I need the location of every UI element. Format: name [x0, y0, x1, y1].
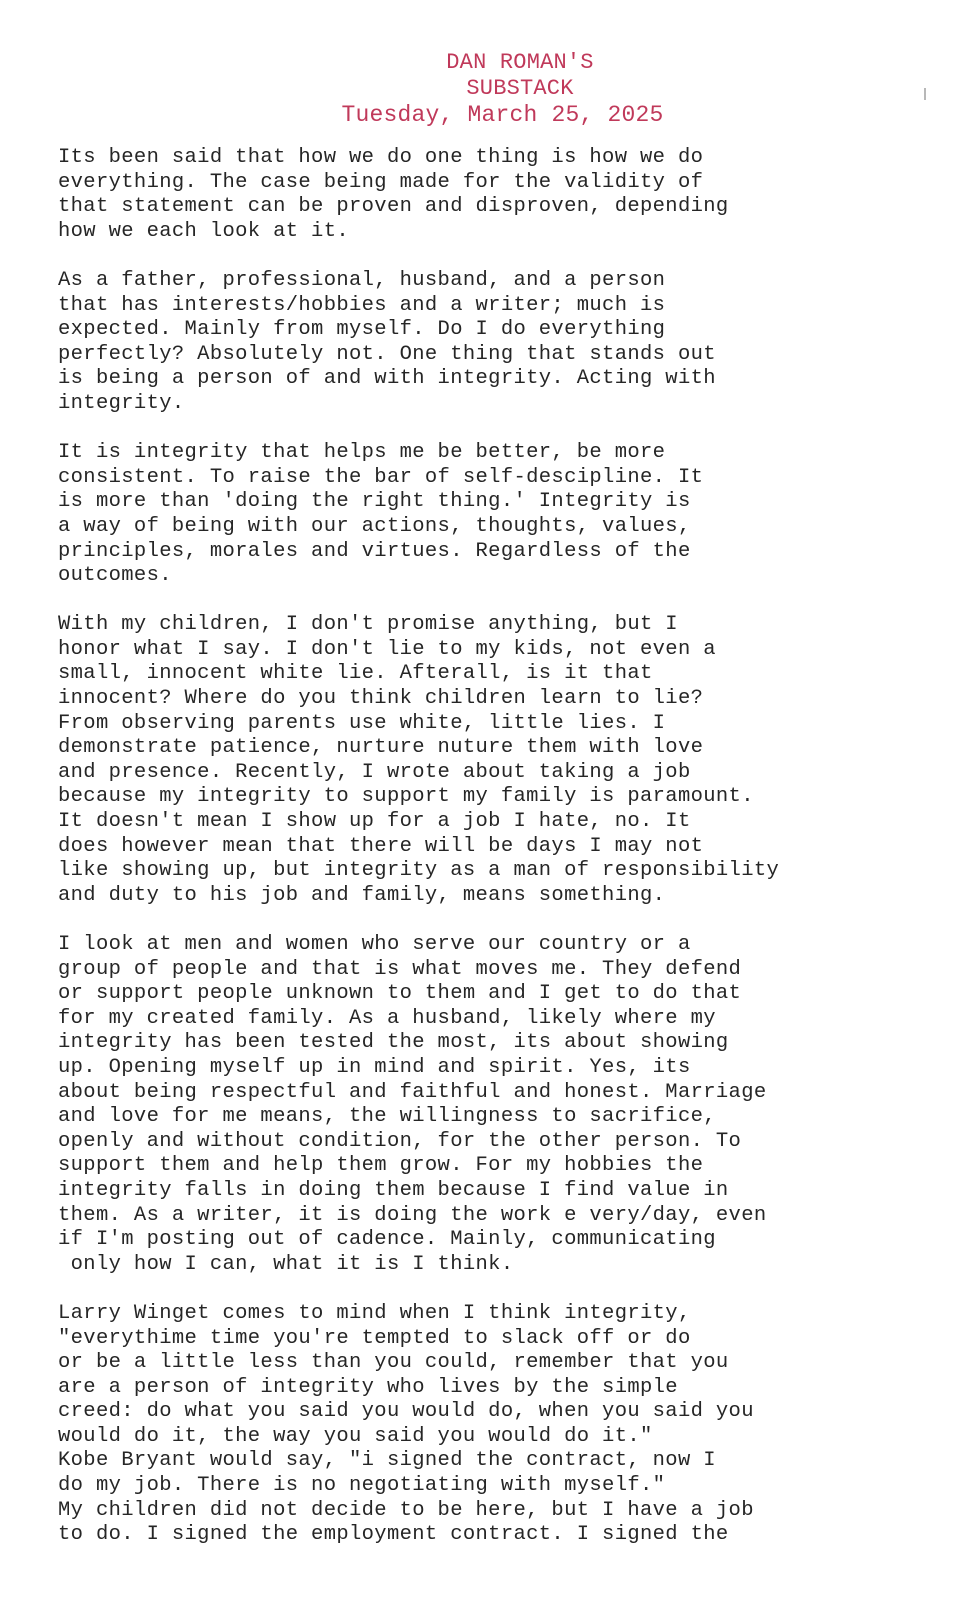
- text-line: From observing parents use white, little lies. I: [58, 711, 666, 735]
- text-line: honor what I say. I don't lie to my kids, not even a: [58, 637, 716, 661]
- text-line: are a person of integrity who lives by the simple: [58, 1375, 678, 1399]
- text-line: demonstrate patience, nurture nuture them with love: [58, 736, 704, 760]
- text-line: support them and help them grow. For my hobbies the: [58, 1154, 704, 1178]
- text-line: expected. Mainly from myself. Do I do everything: [58, 318, 666, 342]
- text-line: openly and without condition, for the other person. To: [58, 1129, 742, 1153]
- paragraph: [58, 933, 948, 1277]
- document-body: [58, 146, 948, 1572]
- text-line: because my integrity to support my family is paramount.: [58, 785, 754, 809]
- text-line: is more than 'doing the right thing.' Integrity is: [58, 490, 691, 514]
- text-line: As a father, professional, husband, and a person: [58, 268, 666, 292]
- text-line: and duty to his job and family, means something.: [58, 883, 666, 907]
- text-line: to do. I signed the employment contract. I signed the: [58, 1523, 729, 1547]
- text-line: My children did not decide to be here, but I have a job: [58, 1498, 754, 1522]
- header-title-line1: DAN ROMAN'S: [446, 50, 594, 75]
- header-date: Tuesday, March 25, 2025: [341, 102, 664, 128]
- text-line: principles, morales and virtues. Regardless of the: [58, 539, 691, 563]
- paragraph: [58, 613, 948, 908]
- paragraph: [58, 146, 948, 244]
- text-line: that has interests/hobbies and a writer; much is: [58, 293, 666, 317]
- text-line: Its been said that how we do one thing is how we do: [58, 146, 704, 169]
- text-line: outcomes.: [58, 564, 172, 588]
- text-line: only how I can, what it is I think.: [58, 1252, 514, 1276]
- text-line: that statement can be proven and disproven, depending: [58, 195, 729, 219]
- paragraph: [58, 269, 948, 417]
- text-line: innocent? Where do you think children learn to lie?: [58, 687, 704, 711]
- text-line: everything. The case being made for the validity of: [58, 170, 704, 194]
- text-line: like showing up, but integrity as a man of responsibility: [58, 859, 780, 883]
- text-line: and presence. Recently, I wrote about taking a job: [58, 760, 691, 784]
- text-line: or support people unknown to them and I get to do that: [58, 982, 742, 1006]
- text-line: group of people and that is what moves me. They defend: [58, 957, 742, 981]
- text-line: integrity has been tested the most, its about showing: [58, 1031, 729, 1055]
- text-line: and love for me means, the willingness to sacrifice,: [58, 1105, 716, 1129]
- text-line: would do it, the way you said you would do it.": [58, 1424, 653, 1448]
- text-line: It is integrity that helps me be better, be more: [58, 441, 666, 465]
- text-line: integrity falls in doing them because I find value in: [58, 1178, 729, 1202]
- text-line: how we each look at it.: [58, 219, 349, 243]
- paragraph: [58, 441, 948, 589]
- text-line: or be a little less than you could, remember that you: [58, 1351, 729, 1375]
- header-title-line2: SUBSTACK: [466, 76, 574, 101]
- text-line: Kobe Bryant would say, "i signed the contract, now I: [58, 1449, 716, 1473]
- text-line: It doesn't mean I show up for a job I hate, no. It: [58, 810, 691, 834]
- text-line: With my children, I don't promise anything, but I: [58, 613, 678, 637]
- text-line: I look at men and women who serve our country or a: [58, 933, 691, 956]
- text-line: consistent. To raise the bar of self-descipline. It: [58, 465, 704, 489]
- text-line: up. Opening myself up in mind and spirit. Yes, its: [58, 1055, 691, 1079]
- text-line: a way of being with our actions, thoughts, values,: [58, 514, 691, 538]
- text-line: integrity.: [58, 391, 185, 415]
- text-line: about being respectful and faithful and honest. Marriage: [58, 1080, 767, 1104]
- paragraph: [58, 1302, 948, 1548]
- text-line: does however mean that there will be days I may not: [58, 834, 704, 858]
- text-line: creed: do what you said you would do, when you said you: [58, 1400, 754, 1424]
- text-line: perfectly? Absolutely not. One thing that stands out: [58, 342, 716, 366]
- text-line: if I'm posting out of cadence. Mainly, communicating: [58, 1228, 716, 1252]
- text-line: is being a person of and with integrity. Acting with: [58, 367, 716, 391]
- text-line: small, innocent white lie. Afterall, is it that: [58, 662, 653, 686]
- text-line: for my created family. As a husband, likely where my: [58, 1006, 716, 1030]
- text-line: them. As a writer, it is doing the work e very/day, even: [58, 1203, 767, 1227]
- text-line: do my job. There is no negotiating with myself.": [58, 1474, 666, 1498]
- text-line: "everythime time you're tempted to slack off or do: [58, 1326, 691, 1350]
- text-line: Larry Winget comes to mind when I think integrity,: [58, 1301, 691, 1325]
